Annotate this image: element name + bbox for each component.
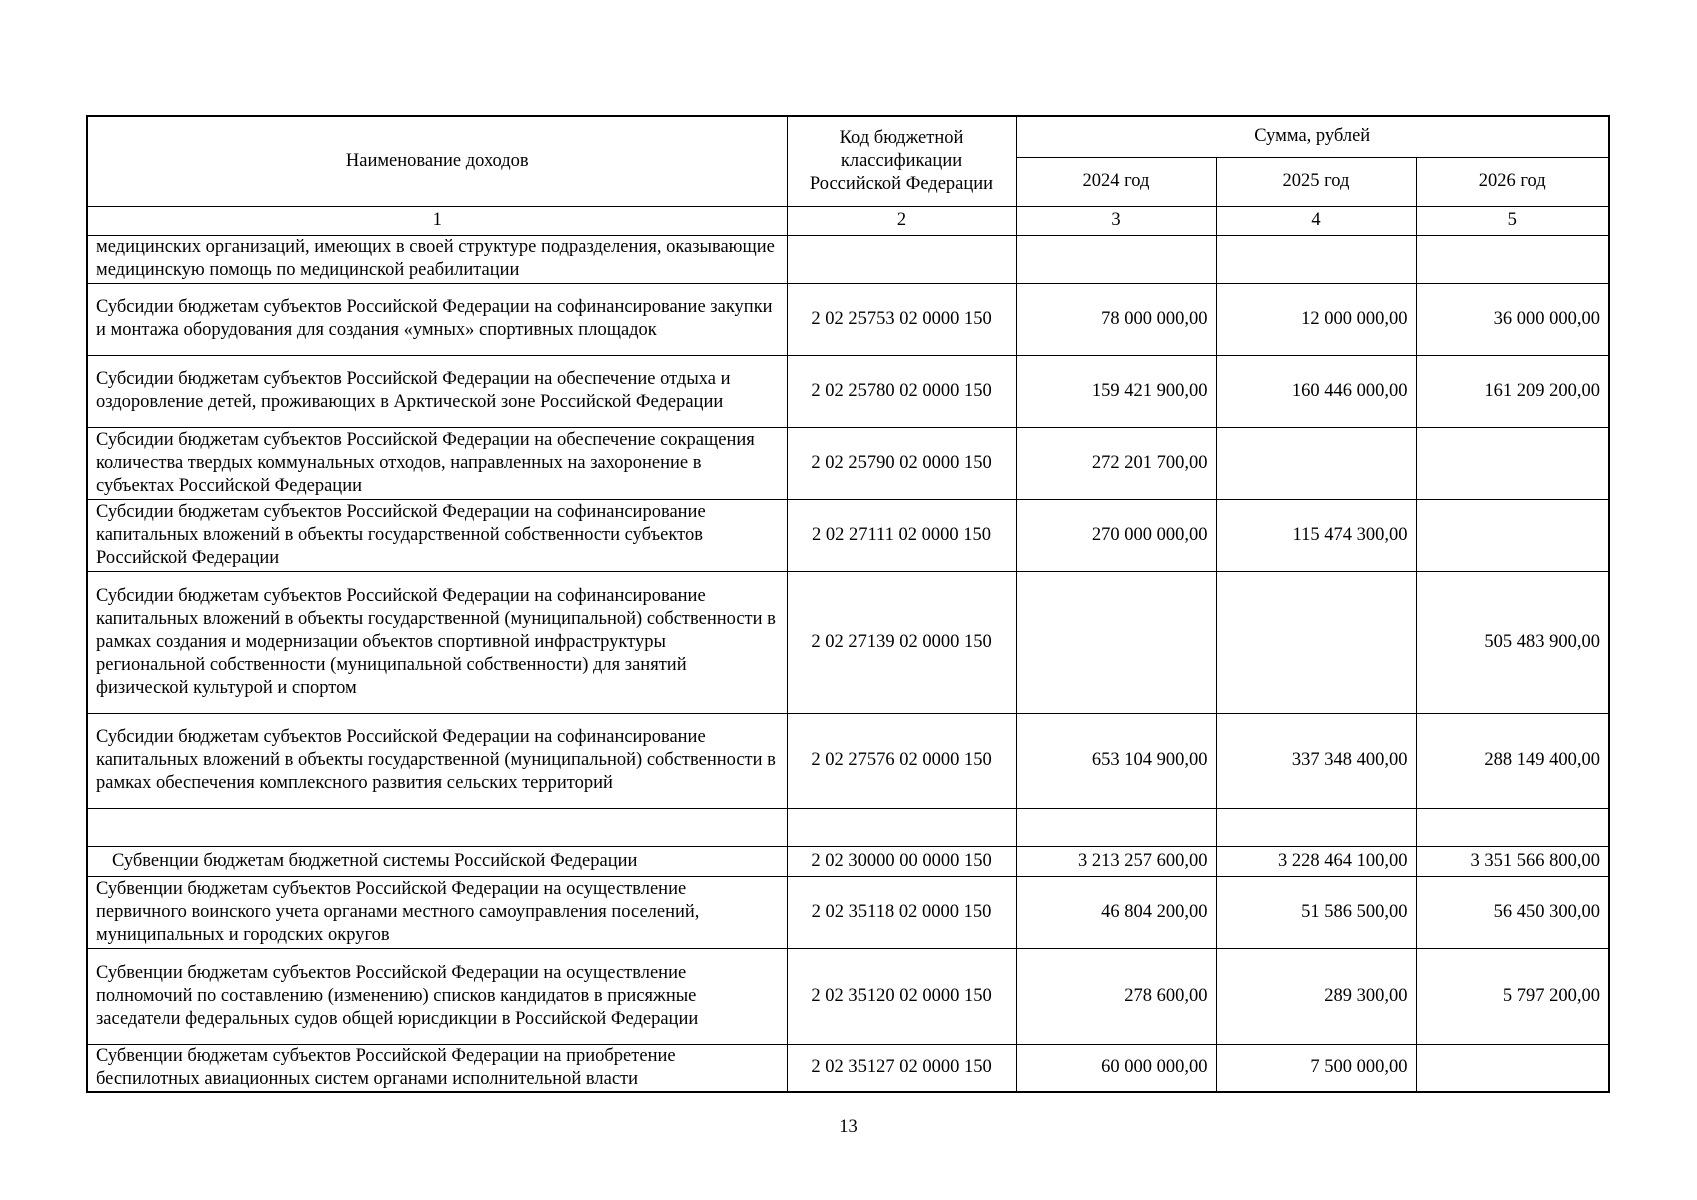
table-row: [87, 355, 1609, 427]
row-name: Субсидии бюджетам субъектов Российской Федерации на обеспечение отдыха и оздоровление детей, проживающих в Арктической зоне Российской Федерации: [87, 355, 787, 427]
row-2025: [1216, 571, 1416, 713]
header-year-2024: 2024 год: [1016, 157, 1216, 206]
row-2025: 3 228 464 100,00: [1216, 846, 1416, 876]
row-code: 2 02 35127 02 0000 150: [787, 1044, 1016, 1092]
row-code: 2 02 25780 02 0000 150: [787, 355, 1016, 427]
row-2024: [1016, 235, 1216, 283]
row-code: 2 02 25790 02 0000 150: [787, 427, 1016, 499]
row-2024: [1016, 808, 1216, 846]
revenue-table: [86, 115, 1610, 1093]
header-year-2026: 2026 год: [1416, 157, 1609, 206]
row-name: Субвенции бюджетам субъектов Российской Федерации на осуществление полномочий по составлению (изменению) списков кандидатов в присяжные заседатели федеральных судов общей юрисдикции в Российской Федерации: [87, 948, 787, 1044]
table-row: [87, 427, 1609, 499]
row-name: Субсидии бюджетам субъектов Российской Федерации на софинансирование капитальных вложений в объекты государственной (муниципальной) собственности в рамках обеспечения комплексного развития сельских территорий: [87, 713, 787, 808]
row-name: Субсидии бюджетам субъектов Российской Федерации на софинансирование капитальных вложений в объекты государственной (муниципальной) собственности в рамках создания и модернизации объектов спортивной инфраструктуры региональной собственности (муниципальной собственности) для занятий физической культурой и спортом: [87, 571, 787, 713]
row-2024: [1016, 571, 1216, 713]
row-2025: [1216, 235, 1416, 283]
table-row: [87, 808, 1609, 846]
row-2026: 3 351 566 800,00: [1416, 846, 1609, 876]
row-2025: 160 446 000,00: [1216, 355, 1416, 427]
row-2024: 3 213 257 600,00: [1016, 846, 1216, 876]
row-2025: [1216, 427, 1416, 499]
row-2025: 289 300,00: [1216, 948, 1416, 1044]
row-2025: [1216, 808, 1416, 846]
row-2026: [1416, 1044, 1609, 1092]
table-row: [87, 235, 1609, 283]
row-2025: 51 586 500,00: [1216, 876, 1416, 948]
row-name: Субвенции бюджетам бюджетной системы Российской Федерации: [87, 846, 787, 876]
row-2026: [1416, 235, 1609, 283]
page-number: 13: [839, 1117, 858, 1137]
header-sum: Сумма, рублей: [1016, 116, 1609, 157]
row-2024: 46 804 200,00: [1016, 876, 1216, 948]
row-2025: 12 000 000,00: [1216, 283, 1416, 355]
row-name: Субсидии бюджетам субъектов Российской Федерации на софинансирование капитальных вложений в объекты государственной собственности субъектов Российской Федерации: [87, 499, 787, 571]
row-code: 2 02 25753 02 0000 150: [787, 283, 1016, 355]
row-2026: [1416, 499, 1609, 571]
row-2024: 272 201 700,00: [1016, 427, 1216, 499]
row-code: [787, 235, 1016, 283]
column-number-4: 4: [1216, 206, 1416, 235]
row-name: [87, 808, 787, 846]
row-2026: 161 209 200,00: [1416, 355, 1609, 427]
header-code: Код бюджетной классификации Российской Федерации: [787, 116, 1016, 206]
row-name: Субсидии бюджетам субъектов Российской Федерации на софинансирование закупки и монтажа оборудования для создания «умных» спортивных площадок: [87, 283, 787, 355]
row-2025: 337 348 400,00: [1216, 713, 1416, 808]
row-2024: 278 600,00: [1016, 948, 1216, 1044]
row-code: 2 02 30000 00 0000 150: [787, 846, 1016, 876]
row-2024: 270 000 000,00: [1016, 499, 1216, 571]
row-2024: 653 104 900,00: [1016, 713, 1216, 808]
row-code: 2 02 35118 02 0000 150: [787, 876, 1016, 948]
column-number-3: 3: [1016, 206, 1216, 235]
table-row: [87, 713, 1609, 808]
budget-sheet: [86, 115, 1608, 1093]
row-name: Субвенции бюджетам субъектов Российской Федерации на осуществление первичного воинского учета органами местного самоуправления поселений, муниципальных и городских округов: [87, 876, 787, 948]
row-2026: 5 797 200,00: [1416, 948, 1609, 1044]
table-row: [87, 571, 1609, 713]
row-code: 2 02 35120 02 0000 150: [787, 948, 1016, 1044]
column-number-1: 1: [87, 206, 787, 235]
table-row: [87, 846, 1609, 876]
header-year-2025: 2025 год: [1216, 157, 1416, 206]
row-2026: 505 483 900,00: [1416, 571, 1609, 713]
column-number-5: 5: [1416, 206, 1609, 235]
row-code: [787, 808, 1016, 846]
row-2026: 36 000 000,00: [1416, 283, 1609, 355]
row-name: Субвенции бюджетам субъектов Российской Федерации на приобретение беспилотных авиационных систем органами исполнительной власти: [87, 1044, 787, 1092]
table-row: [87, 283, 1609, 355]
header-name: Наименование доходов: [87, 116, 787, 206]
row-2025: 7 500 000,00: [1216, 1044, 1416, 1092]
row-2026: [1416, 427, 1609, 499]
row-code: 2 02 27139 02 0000 150: [787, 571, 1016, 713]
row-2026: [1416, 808, 1609, 846]
row-2024: 78 000 000,00: [1016, 283, 1216, 355]
row-name: Субсидии бюджетам субъектов Российской Федерации на обеспечение сокращения количества твердых коммунальных отходов, направленных на захоронение в субъектах Российской Федерации: [87, 427, 787, 499]
row-2025: 115 474 300,00: [1216, 499, 1416, 571]
row-code: 2 02 27576 02 0000 150: [787, 713, 1016, 808]
row-code: 2 02 27111 02 0000 150: [787, 499, 1016, 571]
row-name: медицинских организаций, имеющих в своей структуре подразделения, оказывающие медицинскую помощь по медицинской реабилитации: [87, 235, 787, 283]
column-number-2: 2: [787, 206, 1016, 235]
row-2024: 159 421 900,00: [1016, 355, 1216, 427]
table-row: [87, 948, 1609, 1044]
row-2026: 56 450 300,00: [1416, 876, 1609, 948]
table-row: [87, 1044, 1609, 1092]
table-row: [87, 876, 1609, 948]
table-row: [87, 499, 1609, 571]
row-2026: 288 149 400,00: [1416, 713, 1609, 808]
row-2024: 60 000 000,00: [1016, 1044, 1216, 1092]
